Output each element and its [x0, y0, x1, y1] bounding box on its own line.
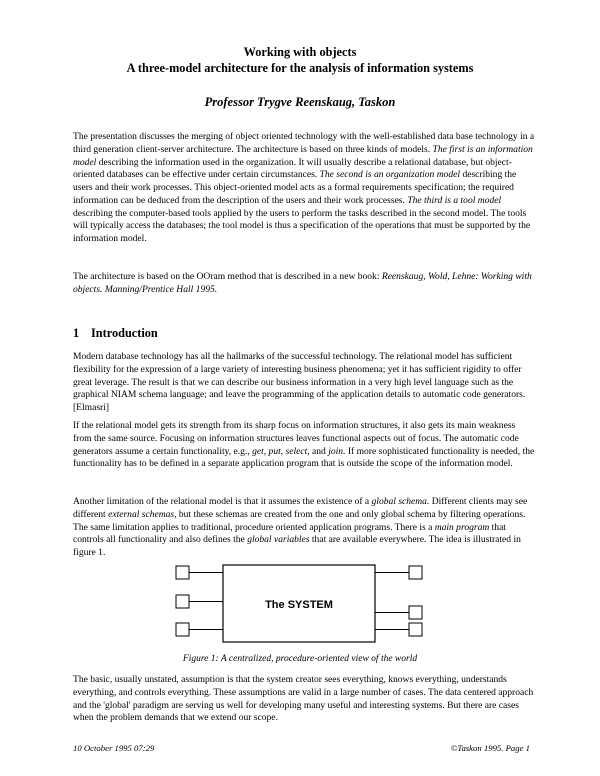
body-text: that are available everywhere. The idea is illustrated in figure 1. [73, 534, 521, 558]
footer-date: 10 October 1995 07:29 [73, 743, 155, 753]
emphasis-text: global variables [247, 534, 310, 546]
emphasis-text: The second is an organization model [319, 169, 461, 181]
emphasis-text: The third is a tool model [407, 194, 502, 206]
right-ports [375, 566, 422, 636]
left-ports [176, 566, 223, 636]
body-text: If the relational model gets its strength from its sharp focus on information structures, it also gets its main weakness from the same source. Focusing on information structures leaves functional aspects out of focus. The automatic code generators assume a certain functionality, e.g., [73, 420, 519, 457]
emphasis-text: global schema. [371, 496, 430, 507]
body-text: that controls all functionality and also defines the [73, 521, 506, 546]
port-box [176, 566, 189, 579]
body-text: Another limitation of the relational model is that it assumes the existence of a [73, 496, 372, 507]
system-box-label: The SYSTEM [265, 599, 333, 611]
body-text: describing the computer-based tools applied by the users to perform the tasks described in the second model. The tools will typically access the databases; the tool model is thus a specification of the operations that must be supported by the information model. [73, 207, 531, 244]
section-title: Introduction [91, 326, 158, 340]
intro-paragraph-3 [73, 496, 535, 560]
emphasis-text: external schemas [108, 508, 175, 520]
footer-page: ©Taskon 1995. Page 1 [450, 743, 530, 753]
emphasis-text: main program [434, 521, 490, 533]
abstract-paragraph-2 [73, 271, 535, 297]
abstract-paragraph-1 [73, 131, 535, 246]
document-title [0, 44, 600, 76]
body-text: The presentation discusses the merging of object oriented technology with the well-established data base technology in a third generation client-server architecture. The architecture is based on three kinds of models. [73, 131, 535, 155]
figure-caption: Figure 1: A centralized, procedure-oriented view of the world [182, 654, 418, 664]
section-number: 1 [73, 326, 80, 340]
port-box [176, 595, 189, 608]
body-text: If more sophisticated functionality is needed, the functionality has to be defined in a separate application program that is outside the scope of the information model. [73, 445, 535, 470]
title-line-2: A three-model architecture for the analysis of information systems [126, 61, 474, 75]
author-line: Professor Trygve Reenskaug, Taskon [204, 95, 396, 109]
emphasis-text: get, put, select, [252, 445, 310, 457]
body-text: describing the users and their work processes. This object-oriented model acts as a formal requirements specification; the required information can be deduced from the description of the users and their work processes. [73, 169, 517, 206]
emphasis-text: join. [328, 445, 346, 457]
body-text: , but these schemas are created from the one and only global schema by filtering operations. The same limitation applies to traditional, procedure oriented application programs. There is a [73, 508, 526, 533]
figure-1-diagram [0, 559, 600, 649]
intro-paragraph-4 [73, 674, 535, 725]
body-text: describing the information used in the organization. It will usually describe a relational database, but object-oriented databases can be effective under certain circumstances. [73, 156, 512, 181]
port-box [409, 566, 422, 579]
body-text: and [309, 445, 329, 457]
intro-paragraph-1 [73, 351, 535, 415]
port-box [409, 623, 422, 636]
body-text: The architecture is based on the OOram method that is described in a new book: [73, 271, 382, 282]
emphasis-text: The first is an information model [73, 143, 533, 168]
port-box [176, 623, 189, 636]
title-line-1: Working with objects [243, 45, 357, 59]
body-text: Different clients may see different [73, 496, 528, 520]
body-text: The basic, usually unstated, assumption is that the system creator sees everything, knows everything, understands everything, and controls everything. These assumptions are valid in a large number of cases. The data centered approach and the 'global' paradigm are serving us well for developing many useful and interesting systems. But there are cases when the problem demands that we extend our scope. [73, 674, 534, 724]
intro-paragraph-2 [73, 420, 535, 471]
section-heading [73, 326, 158, 341]
emphasis-text: Reenskaug, Wold, Lehne: Working with objects. Manning/Prentice Hall 1995. [73, 271, 532, 295]
port-box [409, 606, 422, 619]
body-text: Modern database technology has all the hallmarks of the successful technology. The relational model has sufficient flexibility for the expression of a large variety of interesting business phenomena; yet it has sufficient rigidity to offer great leverage. The result is that we can describe our business information in a very high level language such as the graphical NIAM schema language; and leave the programming of the application details to automatic code generators. [Elmasri] [73, 351, 526, 413]
